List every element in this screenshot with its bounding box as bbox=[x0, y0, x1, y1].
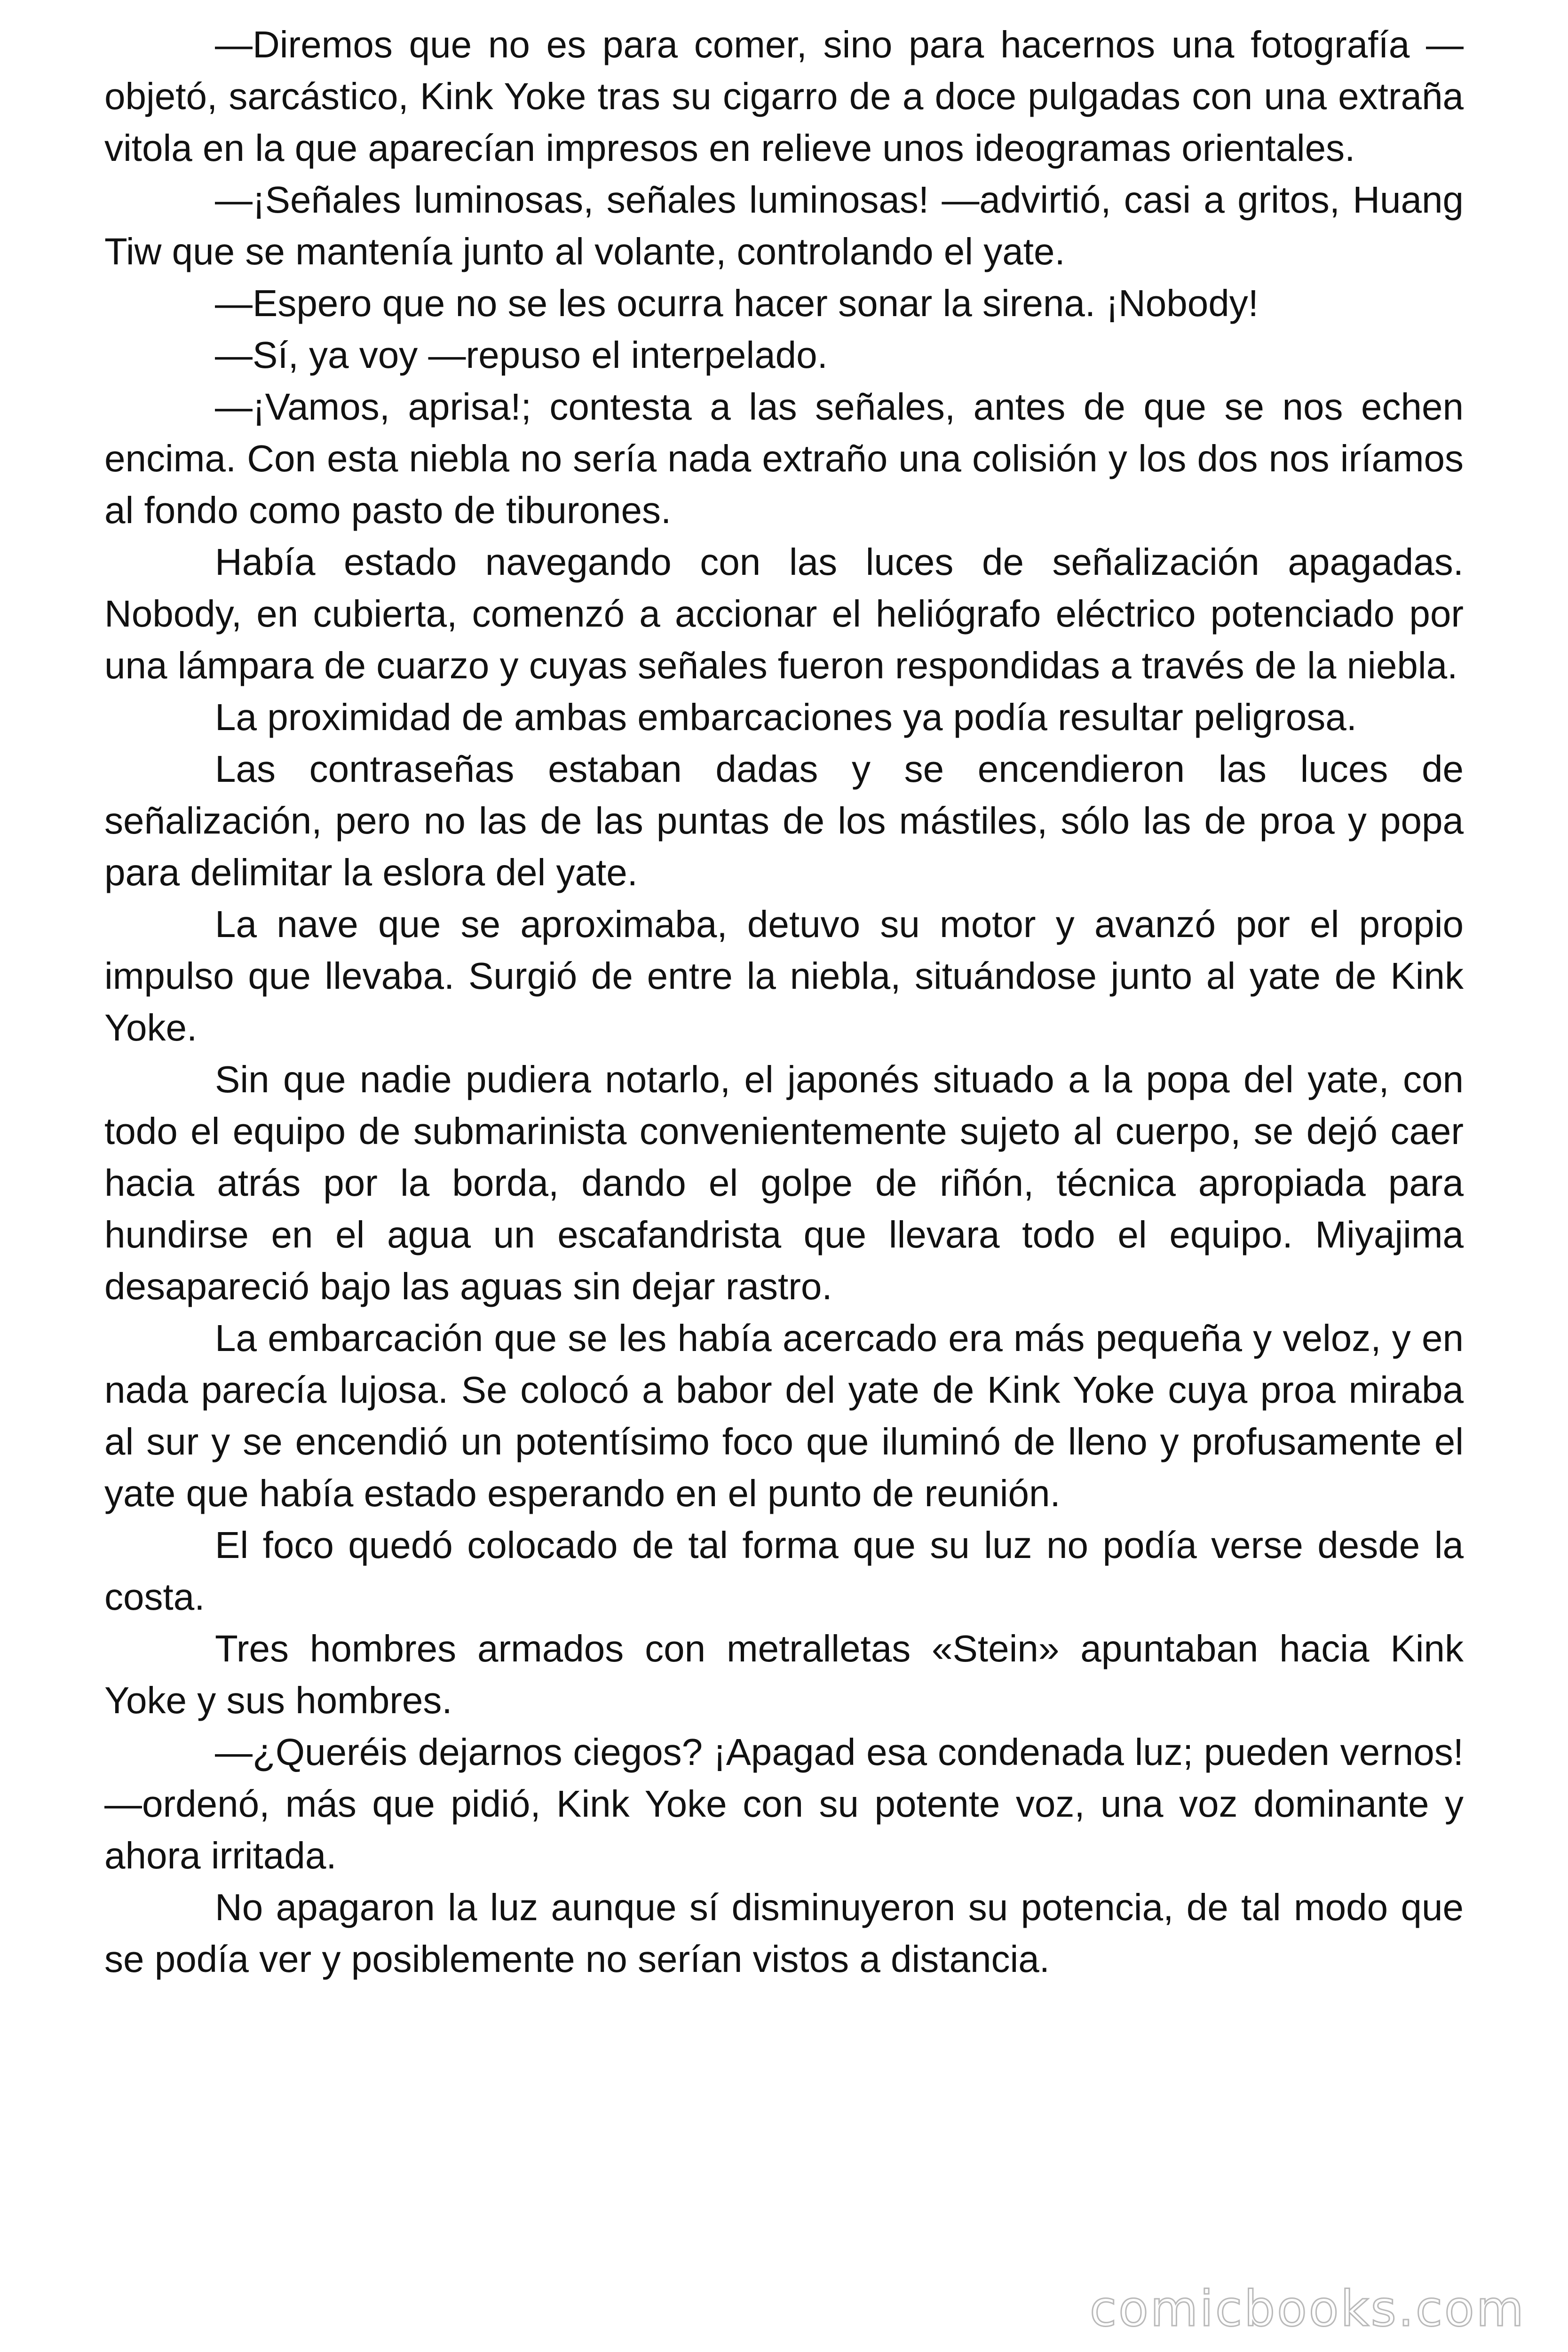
paragraph: —Diremos que no es para comer, sino para hacernos una fotografía —objetó, sarcástico, Kink Yoke tras su cigarro de a doce pulgadas con una extraña vitola en la que aparecían impresos en relieve unos ideogramas orientales. bbox=[104, 24, 1464, 169]
paragraph: —Espero que no se les ocurra hacer sonar la sirena. ¡Nobody! bbox=[215, 282, 1259, 324]
page-body bbox=[104, 19, 1464, 1985]
paragraph: —¿Queréis dejarnos ciegos? ¡Apagad esa condenada luz; pueden vernos! —ordenó, más que pidió, Kink Yoke con su potente voz, una voz dominante y ahora irritada. bbox=[104, 1731, 1464, 1876]
paragraph: Las contraseñas estaban dadas y se encendieron las luces de señalización, pero no las de las puntas de los mástiles, sólo las de proa y popa para delimitar la eslora del yate. bbox=[104, 748, 1464, 893]
paragraph: Tres hombres armados con metralletas «Stein» apuntaban hacia Kink Yoke y sus hombres. bbox=[104, 1628, 1464, 1721]
paragraph: La embarcación que se les había acercado era más pequeña y veloz, y en nada parecía lujosa. Se colocó a babor del yate de Kink Yoke cuya proa miraba al sur y se encendió un potentísimo foco que iluminó de lleno y profusamente el yate que había estado esperando en el punto de reunión. bbox=[104, 1317, 1464, 1514]
paragraph: La proximidad de ambas embarcaciones ya podía resultar peligrosa. bbox=[215, 696, 1357, 738]
paragraph: El foco quedó colocado de tal forma que su luz no podía verse desde la costa. bbox=[104, 1524, 1464, 1618]
paragraph: —¡Señales luminosas, señales luminosas! —advirtió, casi a gritos, Huang Tiw que se mantenía junto al volante, controlando el yate. bbox=[104, 179, 1464, 272]
paragraph: —Sí, ya voy —repuso el interpelado. bbox=[215, 334, 828, 376]
paragraph: Sin que nadie pudiera notarlo, el japonés situado a la popa del yate, con todo el equipo de submarinista convenientemente sujeto al cuerpo, se dejó caer hacia atrás por la borda, dando el golpe de riñón, técnica apropiada para hundirse en el agua un escafandrista que llevara todo el equipo. Miyajima desapareció bajo las aguas sin dejar rastro. bbox=[104, 1058, 1464, 1307]
paragraph: Había estado navegando con las luces de señalización apagadas. Nobody, en cubierta, comenzó a accionar el heliógrafo eléctrico potenciado por una lámpara de cuarzo y cuyas señales fueron respondidas a través de la niebla. bbox=[104, 541, 1464, 686]
paragraph: La nave que se aproximaba, detuvo su motor y avanzó por el propio impulso que llevaba. Surgió de entre la niebla, situándose junto al yate de Kink Yoke. bbox=[104, 903, 1464, 1049]
paragraph: No apagaron la luz aunque sí disminuyeron su potencia, de tal modo que se podía ver y posiblemente no serían vistos a distancia. bbox=[104, 1886, 1464, 1980]
watermark: comicbooks.com bbox=[1089, 2280, 1526, 2337]
paragraph: —¡Vamos, aprisa!; contesta a las señales, antes de que se nos echen encima. Con esta niebla no sería nada extraño una colisión y los dos nos iríamos al fondo como pasto de tiburones. bbox=[104, 386, 1464, 531]
